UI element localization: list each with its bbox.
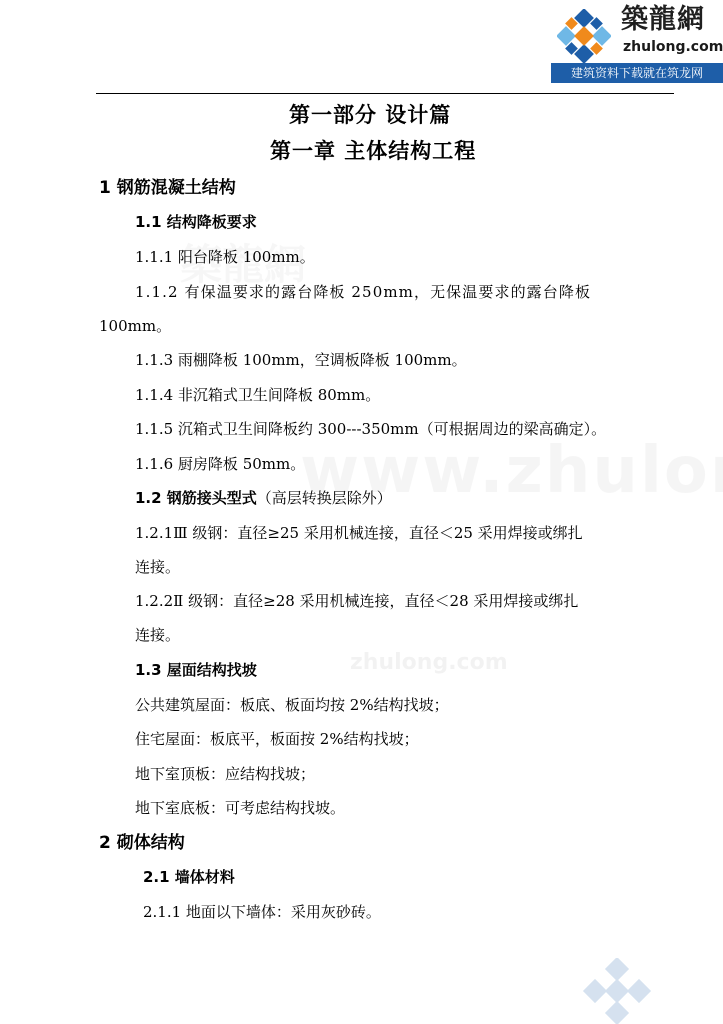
zhulong-logo [551, 3, 723, 83]
logo-english-text: zhulong.com [623, 39, 723, 55]
paragraph-2-1-1: 2.1.1 地面以下墙体：采用灰砂砖。 [143, 903, 381, 921]
paragraph-1-1-4: 1.1.4 非沉箱式卫生间降板 80mm。 [135, 386, 381, 404]
section-2-1-heading: 2.1 墙体材料 [143, 868, 235, 886]
paragraph-1-2-1: 1.2.1Ⅲ 级钢：直径≥25 采用机械连接，直径＜25 采用焊接或绑扎 [135, 524, 583, 542]
paragraph-1-2-2-continued: 连接。 [135, 626, 181, 644]
part-title: 第一部分 设计篇 [289, 103, 452, 127]
paragraph-1-3-4: 地下室底板：可考虑结构找坡。 [135, 799, 346, 817]
paragraph-1-1-6: 1.1.6 厨房降板 50mm。 [135, 455, 306, 473]
paragraph-1-1-2-continued: 100mm。 [99, 317, 172, 335]
paragraph-1-3-3: 地下室顶板：应结构找坡； [135, 765, 316, 783]
paragraph-1-1-3: 1.1.3 雨棚降板 100mm，空调板降板 100mm。 [135, 351, 467, 369]
zhulong-emblem-icon [557, 9, 611, 63]
watermark-emblem-icon [582, 958, 652, 1024]
paragraph-1-1-2: 1.1.2 有保温要求的露台降板 250mm，无保温要求的露台降板 [135, 283, 592, 301]
section-1-2-note: （高层转换层除外） [256, 489, 392, 507]
paragraph-1-2-1-continued: 连接。 [135, 558, 181, 576]
paragraph-1-3-2: 住宅屋面：板底平，板面按 2%结构找坡； [135, 730, 419, 748]
header-rule [96, 93, 674, 94]
paragraph-1-1-5: 1.1.5 沉箱式卫生间降板约 300---350mm（可根据周边的梁高确定）。 [135, 420, 607, 438]
section-1-heading: 1 钢筋混凝土结构 [99, 178, 236, 198]
section-2-heading: 2 砌体结构 [99, 833, 185, 853]
section-1-3-heading: 1.3 屋面结构找坡 [135, 661, 257, 679]
logo-chinese-text: 築龍網 [621, 4, 705, 35]
watermark-url-small: zhulong.com [350, 650, 508, 675]
logo-banner: 建筑资料下载就在筑龙网 [551, 63, 723, 83]
section-1-2-title: 1.2 钢筋接头型式 [135, 489, 257, 507]
section-1-2-heading [135, 487, 392, 509]
chapter-title: 第一章 主体结构工程 [270, 139, 477, 163]
paragraph-1-2-2: 1.2.2Ⅱ 级钢：直径≥28 采用机械连接，直径＜28 采用焊接或绑扎 [135, 592, 579, 610]
section-1-1-heading: 1.1 结构降板要求 [135, 213, 257, 231]
paragraph-1-1-1: 1.1.1 阳台降板 100mm。 [135, 248, 315, 266]
paragraph-1-3-1: 公共建筑屋面：板底、板面均按 2%结构找坡； [135, 696, 449, 714]
